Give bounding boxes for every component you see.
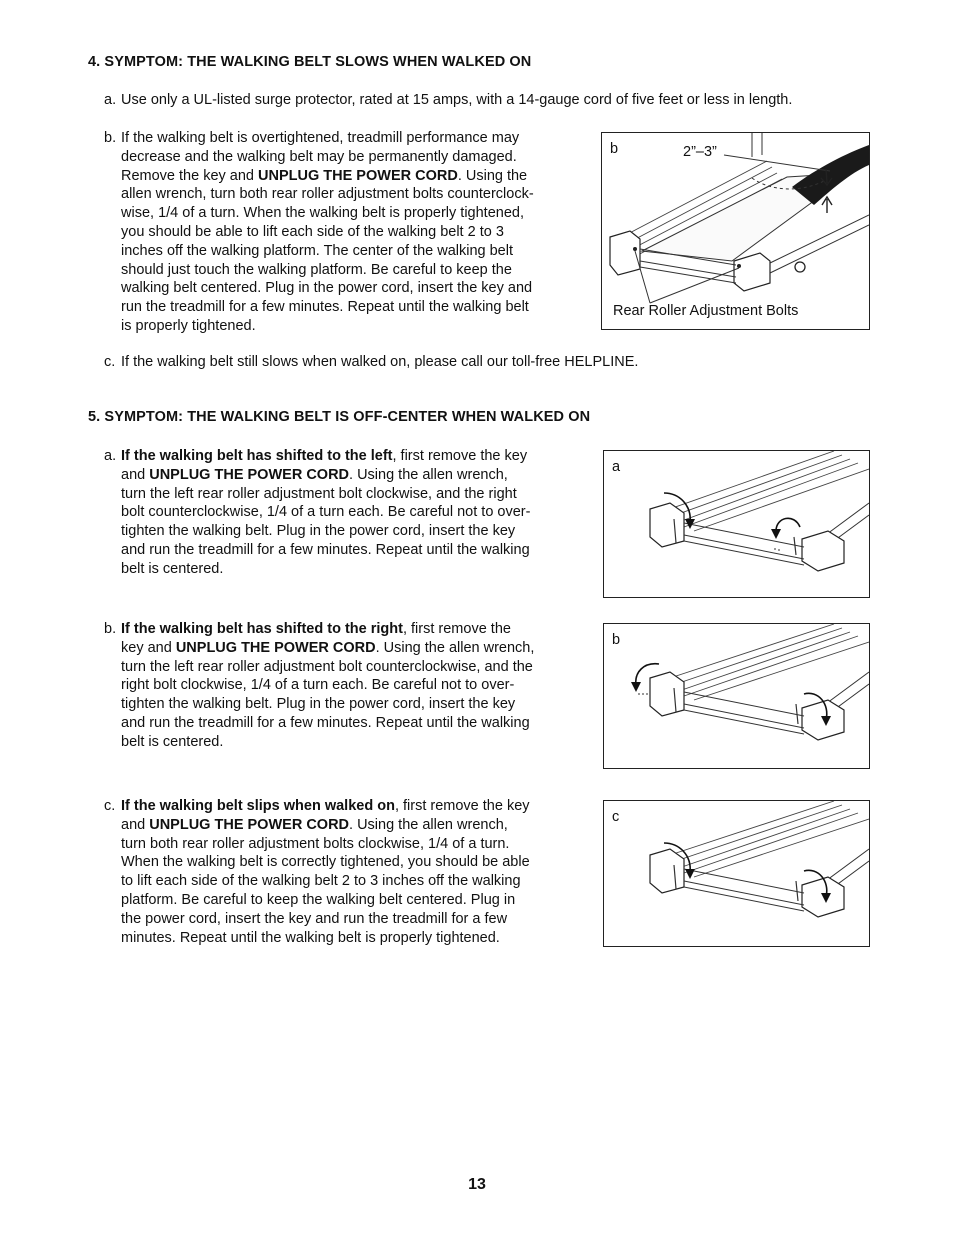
figure-shift-right bbox=[603, 623, 870, 769]
step-label: a. bbox=[104, 92, 117, 108]
text-line: you should be able to lift each side of the walking belt 2 to 3 bbox=[121, 223, 504, 240]
text-line: If the walking belt has shifted to the left, first remove the key bbox=[121, 448, 528, 464]
rear-roller-illustration-b bbox=[604, 624, 869, 768]
treadmill-belt-lift-illustration bbox=[602, 133, 869, 329]
rear-roller-illustration-a bbox=[604, 451, 869, 597]
section-5-heading: 5. SYMPTOM: THE WALKING BELT IS OFF-CENTER WHEN WALKED ON bbox=[88, 409, 591, 425]
figure-label: c bbox=[612, 809, 620, 825]
text-line: right bolt clockwise, 1/4 of a turn each. Be careful not to over- bbox=[121, 677, 515, 694]
text-line: belt is centered. bbox=[121, 733, 224, 750]
text-line: tighten the walking belt. Plug in the power cord, insert the key bbox=[121, 523, 516, 540]
text-line: minutes. Repeat until the walking belt is properly tightened. bbox=[121, 929, 500, 946]
text-line: turn the left rear roller adjustment bolt clockwise, and the right bbox=[121, 485, 517, 502]
step-label: b. bbox=[104, 621, 117, 637]
text-line: key and UNPLUG THE POWER CORD. Using the allen wrench, bbox=[121, 639, 535, 656]
text-line: When the walking belt is correctly tightened, you should be able bbox=[121, 854, 530, 871]
text-line: bolt counterclockwise, 1/4 of a turn each. Be careful not to over- bbox=[121, 504, 531, 521]
text-line: platform. Be careful to keep the walking belt centered. Plug in bbox=[121, 891, 516, 908]
step-label: a. bbox=[104, 448, 117, 464]
text-line: and UNPLUG THE POWER CORD. Using the allen wrench, bbox=[121, 816, 508, 833]
text-line: inches off the walking platform. The center of the walking belt bbox=[121, 242, 513, 259]
text-line: Remove the key and UNPLUG THE POWER CORD. Using the bbox=[121, 167, 528, 184]
step-label: c. bbox=[104, 354, 116, 370]
step-text: If the walking belt still slows when walked on, please call our toll-free HELPLINE. bbox=[121, 354, 639, 370]
text-line: walking belt centered. Plug in the power cord, insert the key and bbox=[121, 280, 533, 297]
text-line: tighten the walking belt. Plug in the power cord, insert the key bbox=[121, 696, 516, 713]
figure-label: b bbox=[612, 632, 621, 648]
text-line: decrease and the walking belt may be permanently damaged. bbox=[121, 148, 517, 165]
text-line: the power cord, insert the key and run the treadmill for a few bbox=[121, 910, 508, 927]
text-line: turn the left rear roller adjustment bolt counterclockwise, and the bbox=[121, 658, 533, 675]
text-line: wise, 1/4 of a turn. When the walking belt is properly tightened, bbox=[121, 205, 524, 222]
dimension-label: 2”–3” bbox=[683, 144, 717, 160]
text-line: is properly tightened. bbox=[121, 317, 256, 334]
text-line: to lift each side of the walking belt 2 to 3 inches off the walking bbox=[121, 873, 521, 890]
step-label: b. bbox=[104, 130, 117, 146]
figure-belt-slips bbox=[603, 800, 870, 947]
section-4-heading: 4. SYMPTOM: THE WALKING BELT SLOWS WHEN WALKED ON bbox=[88, 54, 532, 70]
figure-shift-left bbox=[603, 450, 870, 598]
warning-text: UNPLUG THE POWER CORD bbox=[258, 167, 458, 184]
text-line: If the walking belt has shifted to the right, first remove the bbox=[121, 621, 511, 637]
text-line: turn both rear roller adjustment bolts clockwise, 1/4 of a turn. bbox=[121, 835, 510, 852]
figure-label: b bbox=[610, 141, 619, 157]
text-line: If the walking belt is overtightened, treadmill performance may bbox=[121, 130, 520, 146]
text-line: should just touch the walking platform. Be careful to keep the bbox=[121, 261, 512, 278]
figure-label: a bbox=[612, 459, 621, 475]
text-line: and run the treadmill for a few minutes. Repeat until the walking bbox=[121, 714, 530, 731]
figure-belt-tension bbox=[601, 132, 870, 330]
step-label: c. bbox=[104, 798, 116, 814]
text-line: run the treadmill for a few minutes. Repeat until the walking belt bbox=[121, 299, 529, 316]
rear-roller-illustration-c bbox=[604, 801, 869, 946]
text-line: allen wrench, turn both rear roller adjustment bolts counterclock- bbox=[121, 186, 534, 203]
figure-caption: Rear Roller Adjustment Bolts bbox=[613, 303, 799, 319]
page-number: 13 bbox=[468, 1176, 486, 1193]
text-line: belt is centered. bbox=[121, 560, 224, 577]
text-line: and UNPLUG THE POWER CORD. Using the allen wrench, bbox=[121, 466, 508, 483]
text-line: and run the treadmill for a few minutes. Repeat until the walking bbox=[121, 541, 530, 558]
step-text: Use only a UL-listed surge protector, rated at 15 amps, with a 14-gauge cord of five feet or less in length. bbox=[121, 92, 793, 108]
text-line: If the walking belt slips when walked on, first remove the key bbox=[121, 798, 530, 814]
